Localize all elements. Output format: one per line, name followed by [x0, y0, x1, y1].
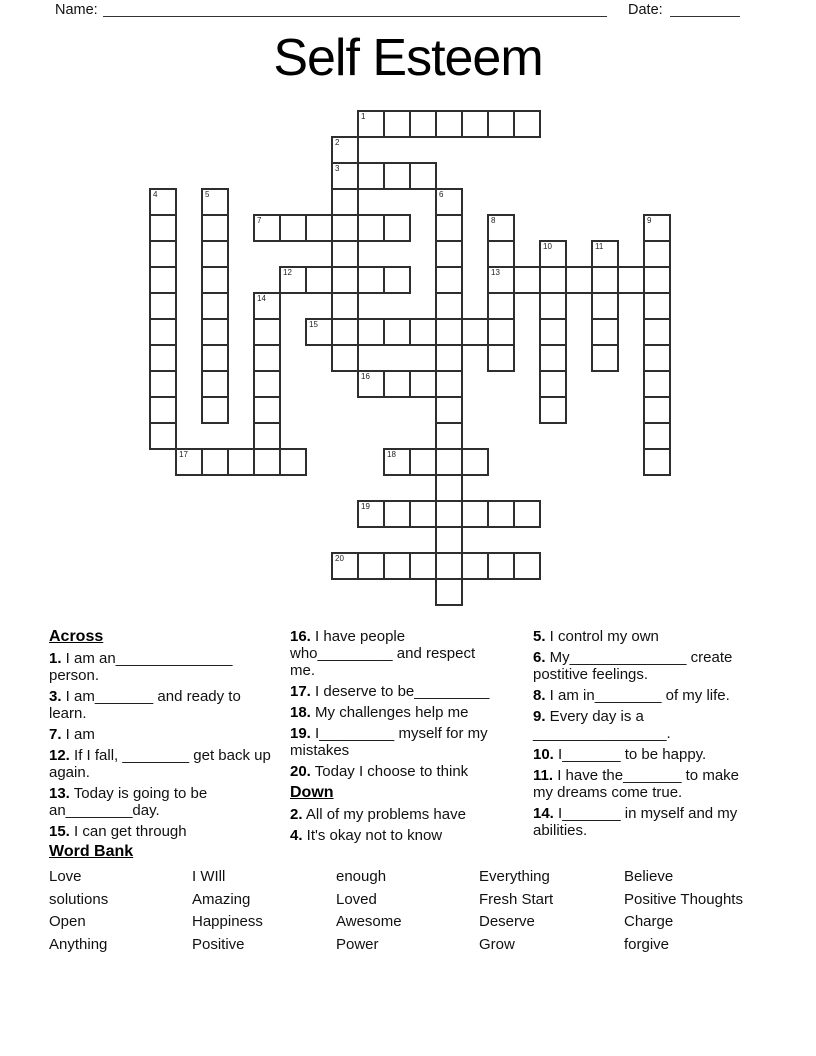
clue-across-13: 13. Today is going to be an________day. [49, 785, 208, 819]
word-bank-item: Deserve [479, 913, 535, 931]
grid-cell-r17-c12[interactable] [461, 552, 489, 580]
grid-cell-r9-c0[interactable] [149, 344, 177, 372]
clues-column-2 [290, 628, 495, 848]
cell-number: 13 [491, 268, 500, 277]
grid-cell-r7-c15[interactable] [539, 292, 567, 320]
grid-cell-r8-c7[interactable] [331, 318, 359, 346]
grid-cell-r4-c2[interactable] [201, 214, 229, 242]
grid-cell-r9-c7[interactable] [331, 344, 359, 372]
cell-number: 4 [153, 190, 158, 199]
grid-cell-r7-c11[interactable] [435, 292, 463, 320]
grid-cell-r12-c19[interactable] [643, 422, 671, 450]
grid-cell-r15-c8[interactable] [357, 500, 385, 528]
clue-across-7: 7. I am [49, 726, 95, 743]
clue-down-10: 10. I_______ to be happy. [533, 746, 707, 763]
grid-cell-r13-c11[interactable] [435, 448, 463, 476]
grid-cell-r2-c8[interactable] [357, 162, 385, 190]
grid-cell-r5-c13[interactable] [487, 240, 515, 268]
grid-cell-r5-c0[interactable] [149, 240, 177, 268]
grid-cell-r4-c4[interactable] [253, 214, 281, 242]
grid-cell-r9-c13[interactable] [487, 344, 515, 372]
grid-cell-r14-c11[interactable] [435, 474, 463, 502]
clue-across-17: 17. I deserve to be_________ [290, 683, 490, 700]
clue-down-5: 5. I control my own [533, 628, 659, 645]
grid-cell-r5-c11[interactable] [435, 240, 463, 268]
grid-cell-r6-c2[interactable] [201, 266, 229, 294]
word-bank-item: I WIll [192, 868, 226, 885]
grid-cell-r17-c9[interactable] [383, 552, 411, 580]
grid-cell-r3-c11[interactable] [435, 188, 463, 216]
grid-cell-r6-c18[interactable] [617, 266, 645, 294]
grid-cell-r4-c13[interactable] [487, 214, 515, 242]
clue-down-6: 6. My______________ create postitive feelings. [533, 649, 733, 683]
word-bank-item: Charge [624, 913, 674, 931]
word-bank-item: Believe [624, 868, 674, 885]
clue-across-18: 18. My challenges help me [290, 704, 469, 721]
word-bank-column [336, 866, 479, 957]
grid-cell-r9-c4[interactable] [253, 344, 281, 372]
grid-cell-r0-c14[interactable] [513, 110, 541, 138]
grid-cell-r15-c9[interactable] [383, 500, 411, 528]
clues-across-header: Across [49, 628, 104, 645]
grid-cell-r17-c7[interactable] [331, 552, 359, 580]
grid-cell-r8-c2[interactable] [201, 318, 229, 346]
grid-cell-r4-c6[interactable] [305, 214, 333, 242]
grid-cell-r15-c13[interactable] [487, 500, 515, 528]
clue-across-12: 12. If I fall, ________ get back up again. [49, 747, 271, 781]
cell-number: 11 [595, 242, 604, 251]
clues-column-1 [49, 628, 274, 844]
word-bank-column [192, 866, 336, 957]
grid-cell-r15-c10[interactable] [409, 500, 437, 528]
word-bank-column [49, 866, 192, 957]
cell-number: 2 [335, 138, 340, 147]
clue-down-14: 14. I_______ in myself and my abilities. [533, 805, 738, 839]
clue-down-2: 2. All of my problems have [290, 806, 466, 823]
grid-cell-r0-c9[interactable] [383, 110, 411, 138]
grid-cell-r8-c9[interactable] [383, 318, 411, 346]
grid-cell-r6-c15[interactable] [539, 266, 567, 294]
word-bank-item: Everything [479, 868, 550, 885]
clue-down-11: 11. I have the_______ to make my dreams come true. [533, 767, 740, 801]
grid-cell-r7-c19[interactable] [643, 292, 671, 320]
grid-cell-r1-c7[interactable] [331, 136, 359, 164]
word-bank-item: forgive [624, 936, 670, 954]
grid-cell-r5-c2[interactable] [201, 240, 229, 268]
grid-cell-r5-c7[interactable] [331, 240, 359, 268]
grid-cell-r10-c15[interactable] [539, 370, 567, 398]
grid-cell-r17-c10[interactable] [409, 552, 437, 580]
grid-cell-r8-c17[interactable] [591, 318, 619, 346]
grid-cell-r6-c0[interactable] [149, 266, 177, 294]
grid-cell-r10-c10[interactable] [409, 370, 437, 398]
grid-cell-r10-c19[interactable] [643, 370, 671, 398]
cell-number: 20 [335, 554, 344, 563]
cell-number: 6 [439, 190, 444, 199]
grid-cell-r11-c19[interactable] [643, 396, 671, 424]
clues-down-header: Down [290, 784, 334, 801]
date-blank-line[interactable] [670, 2, 740, 17]
grid-cell-r17-c8[interactable] [357, 552, 385, 580]
grid-cell-r8-c6[interactable] [305, 318, 333, 346]
grid-cell-r5-c19[interactable] [643, 240, 671, 268]
word-bank-item: Positive [192, 936, 245, 954]
grid-cell-r13-c12[interactable] [461, 448, 489, 476]
grid-cell-r17-c14[interactable] [513, 552, 541, 580]
cell-number: 10 [543, 242, 552, 251]
grid-cell-r17-c11[interactable] [435, 552, 463, 580]
grid-cell-r8-c4[interactable] [253, 318, 281, 346]
grid-cell-r4-c8[interactable] [357, 214, 385, 242]
grid-cell-r6-c13[interactable] [487, 266, 515, 294]
grid-cell-r6-c11[interactable] [435, 266, 463, 294]
grid-cell-r0-c12[interactable] [461, 110, 489, 138]
cell-number: 9 [647, 216, 652, 225]
grid-cell-r7-c2[interactable] [201, 292, 229, 320]
grid-cell-r7-c7[interactable] [331, 292, 359, 320]
word-bank-item: Happiness [192, 913, 263, 931]
grid-cell-r8-c13[interactable] [487, 318, 515, 346]
date-label: Date: [628, 2, 663, 18]
grid-cell-r3-c2[interactable] [201, 188, 229, 216]
grid-cell-r0-c8[interactable] [357, 110, 385, 138]
grid-cell-r18-c11[interactable] [435, 578, 463, 606]
grid-cell-r10-c11[interactable] [435, 370, 463, 398]
clue-down-9: 9. Every day is a ________________. [533, 708, 671, 742]
grid-cell-r4-c0[interactable] [149, 214, 177, 242]
word-bank-item: Amazing [192, 890, 251, 908]
grid-cell-r0-c13[interactable] [487, 110, 515, 138]
grid-cell-r10-c4[interactable] [253, 370, 281, 398]
grid-cell-r6-c17[interactable] [591, 266, 619, 294]
grid-cell-r10-c2[interactable] [201, 370, 229, 398]
cell-number: 5 [205, 190, 210, 199]
grid-cell-r7-c0[interactable] [149, 292, 177, 320]
grid-cell-r13-c10[interactable] [409, 448, 437, 476]
clues-column-3 [533, 628, 745, 843]
grid-cell-r3-c0[interactable] [149, 188, 177, 216]
word-bank-item: Grow [479, 936, 515, 954]
grid-cell-r8-c0[interactable] [149, 318, 177, 346]
grid-cell-r6-c5[interactable] [279, 266, 307, 294]
grid-cell-r15-c11[interactable] [435, 500, 463, 528]
word-bank-item: Awesome [336, 913, 402, 931]
clue-across-20: 20. Today I choose to think [290, 763, 469, 780]
cell-number: 7 [257, 216, 262, 225]
cell-number: 3 [335, 164, 340, 173]
page-title: Self Esteem [273, 29, 543, 87]
grid-cell-r12-c4[interactable] [253, 422, 281, 450]
grid-cell-r2-c7[interactable] [331, 162, 359, 190]
grid-cell-r8-c12[interactable] [461, 318, 489, 346]
grid-cell-r6-c7[interactable] [331, 266, 359, 294]
grid-cell-r12-c0[interactable] [149, 422, 177, 450]
cell-number: 19 [361, 502, 370, 511]
grid-cell-r4-c11[interactable] [435, 214, 463, 242]
grid-cell-r5-c15[interactable] [539, 240, 567, 268]
grid-cell-r15-c14[interactable] [513, 500, 541, 528]
grid-cell-r8-c15[interactable] [539, 318, 567, 346]
grid-cell-r8-c19[interactable] [643, 318, 671, 346]
grid-cell-r2-c10[interactable] [409, 162, 437, 190]
grid-cell-r13-c5[interactable] [279, 448, 307, 476]
grid-cell-r10-c8[interactable] [357, 370, 385, 398]
grid-cell-r6-c6[interactable] [305, 266, 333, 294]
word-bank-item: Open [49, 913, 86, 931]
grid-cell-r9-c2[interactable] [201, 344, 229, 372]
grid-cell-r11-c4[interactable] [253, 396, 281, 424]
grid-cell-r13-c3[interactable] [227, 448, 255, 476]
name-blank-line[interactable] [103, 2, 607, 17]
grid-cell-r7-c17[interactable] [591, 292, 619, 320]
grid-cell-r6-c19[interactable] [643, 266, 671, 294]
grid-cell-r6-c14[interactable] [513, 266, 541, 294]
cell-number: 15 [309, 320, 318, 329]
grid-cell-r6-c16[interactable] [565, 266, 593, 294]
word-bank-item: Loved [336, 890, 377, 908]
grid-cell-r3-c7[interactable] [331, 188, 359, 216]
clue-down-8: 8. I am in________ of my life. [533, 687, 730, 704]
grid-cell-r13-c4[interactable] [253, 448, 281, 476]
grid-cell-r4-c19[interactable] [643, 214, 671, 242]
word-bank-column [479, 866, 624, 957]
grid-cell-r8-c8[interactable] [357, 318, 385, 346]
grid-cell-r0-c11[interactable] [435, 110, 463, 138]
word-bank-item: Fresh Start [479, 890, 554, 908]
grid-cell-r13-c19[interactable] [643, 448, 671, 476]
grid-cell-r9-c17[interactable] [591, 344, 619, 372]
grid-cell-r6-c8[interactable] [357, 266, 385, 294]
grid-cell-r11-c15[interactable] [539, 396, 567, 424]
word-bank-header: Word Bank [49, 843, 134, 860]
cell-number: 8 [491, 216, 496, 225]
clue-across-1: 1. I am an______________ person. [49, 650, 233, 684]
grid-cell-r4-c5[interactable] [279, 214, 307, 242]
word-bank-column [624, 866, 743, 957]
cell-number: 18 [387, 450, 396, 459]
word-bank-item: Power [336, 936, 379, 954]
clue-across-19: 19. I_________ myself for my mistakes [290, 725, 488, 759]
grid-cell-r10-c0[interactable] [149, 370, 177, 398]
grid-cell-r11-c11[interactable] [435, 396, 463, 424]
cell-number: 14 [257, 294, 266, 303]
word-bank [49, 866, 743, 957]
word-bank-item: Positive Thoughts [624, 890, 743, 908]
grid-cell-r13-c2[interactable] [201, 448, 229, 476]
clue-across-16: 16. I have people who_________ and respect me. [290, 628, 476, 679]
grid-cell-r8-c11[interactable] [435, 318, 463, 346]
grid-cell-r11-c0[interactable] [149, 396, 177, 424]
cell-number: 16 [361, 372, 370, 381]
cell-number: 17 [179, 450, 188, 459]
grid-cell-r16-c11[interactable] [435, 526, 463, 554]
grid-cell-r15-c12[interactable] [461, 500, 489, 528]
grid-cell-r7-c13[interactable] [487, 292, 515, 320]
grid-cell-r9-c11[interactable] [435, 344, 463, 372]
clue-across-15: 15. I can get through [49, 823, 187, 840]
word-bank-item: Anything [49, 936, 108, 954]
clue-down-4: 4. It's okay not to know [290, 827, 443, 844]
name-label: Name: [55, 2, 98, 18]
grid-cell-r4-c7[interactable] [331, 214, 359, 242]
grid-cell-r5-c17[interactable] [591, 240, 619, 268]
grid-cell-r7-c4[interactable] [253, 292, 281, 320]
grid-cell-r13-c9[interactable] [383, 448, 411, 476]
grid-cell-r0-c10[interactable] [409, 110, 437, 138]
grid-cell-r8-c10[interactable] [409, 318, 437, 346]
word-bank-item: enough [336, 868, 387, 885]
grid-cell-r13-c1[interactable] [175, 448, 203, 476]
grid-cell-r11-c2[interactable] [201, 396, 229, 424]
grid-cell-r17-c13[interactable] [487, 552, 515, 580]
word-bank-item: Love [49, 868, 82, 885]
cell-number: 12 [283, 268, 292, 277]
grid-cell-r6-c9[interactable] [383, 266, 411, 294]
grid-cell-r12-c11[interactable] [435, 422, 463, 450]
word-bank-item: solutions [49, 890, 109, 908]
grid-cell-r4-c9[interactable] [383, 214, 411, 242]
clue-across-3: 3. I am_______ and ready to learn. [49, 688, 241, 722]
cell-number: 1 [361, 112, 366, 121]
grid-cell-r2-c9[interactable] [383, 162, 411, 190]
grid-cell-r9-c19[interactable] [643, 344, 671, 372]
grid-cell-r9-c15[interactable] [539, 344, 567, 372]
grid-cell-r10-c9[interactable] [383, 370, 411, 398]
